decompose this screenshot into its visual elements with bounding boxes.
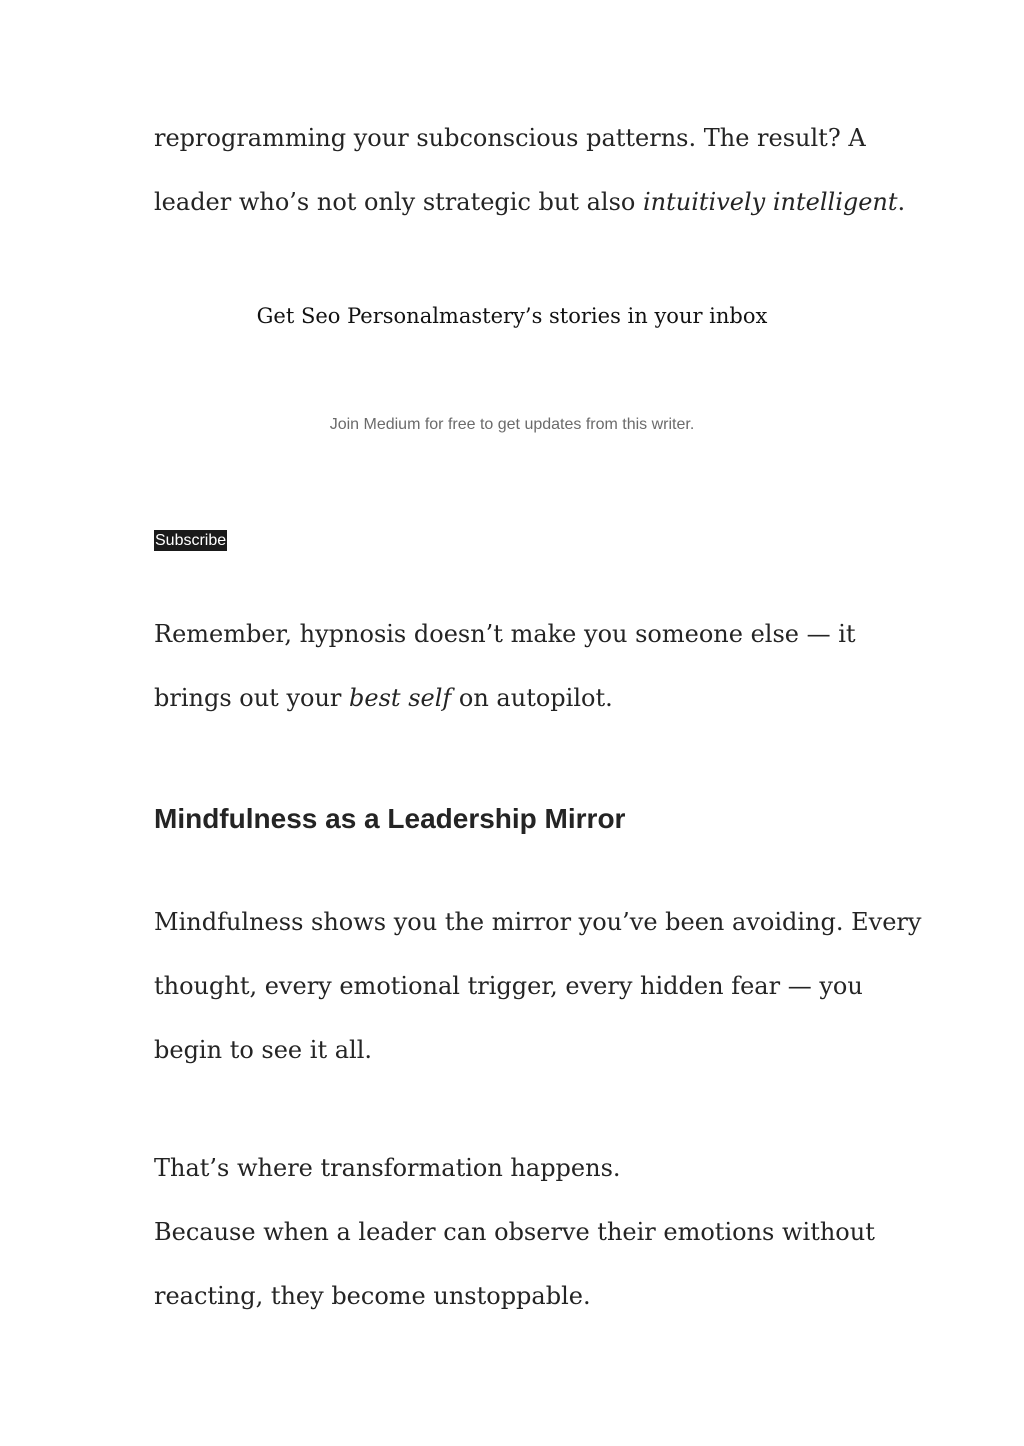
paragraph-line: Mindfulness shows you the mirror you’ve been avoiding. Every	[154, 908, 922, 936]
paragraph-line	[154, 686, 613, 710]
paragraph-line: Because when a leader can observe their emotions without	[154, 1218, 875, 1246]
paragraph-line: thought, every emotional trigger, every hidden fear — you	[154, 972, 863, 1000]
section-heading: Mindfulness as a Leadership Mirror	[154, 803, 626, 834]
emphasis-text: best self	[349, 684, 452, 712]
paragraph-line: reprogramming your subconscious patterns. The result? A	[154, 124, 866, 152]
newsletter-title: Get Seo Personalmastery’s stories in your inbox	[256, 304, 768, 328]
paragraph-line: begin to see it all.	[154, 1036, 373, 1064]
paragraph-line: Remember, hypnosis doesn’t make you someone else — it	[154, 620, 856, 648]
text-span: on autopilot.	[451, 684, 613, 712]
paragraph-line	[154, 190, 905, 214]
paragraph-line: reacting, they become unstoppable.	[154, 1282, 591, 1310]
text-span: leader who’s not only strategic but also	[154, 188, 643, 216]
subscribe-button[interactable]: Subscribe	[155, 532, 227, 549]
paragraph-line: That’s where transformation happens.	[154, 1154, 621, 1182]
newsletter-subtitle: Join Medium for free to get updates from this writer.	[329, 416, 695, 433]
emphasis-text: intuitively intelligent	[643, 188, 898, 216]
text-span: brings out your	[154, 684, 350, 712]
text-span: .	[897, 188, 906, 216]
